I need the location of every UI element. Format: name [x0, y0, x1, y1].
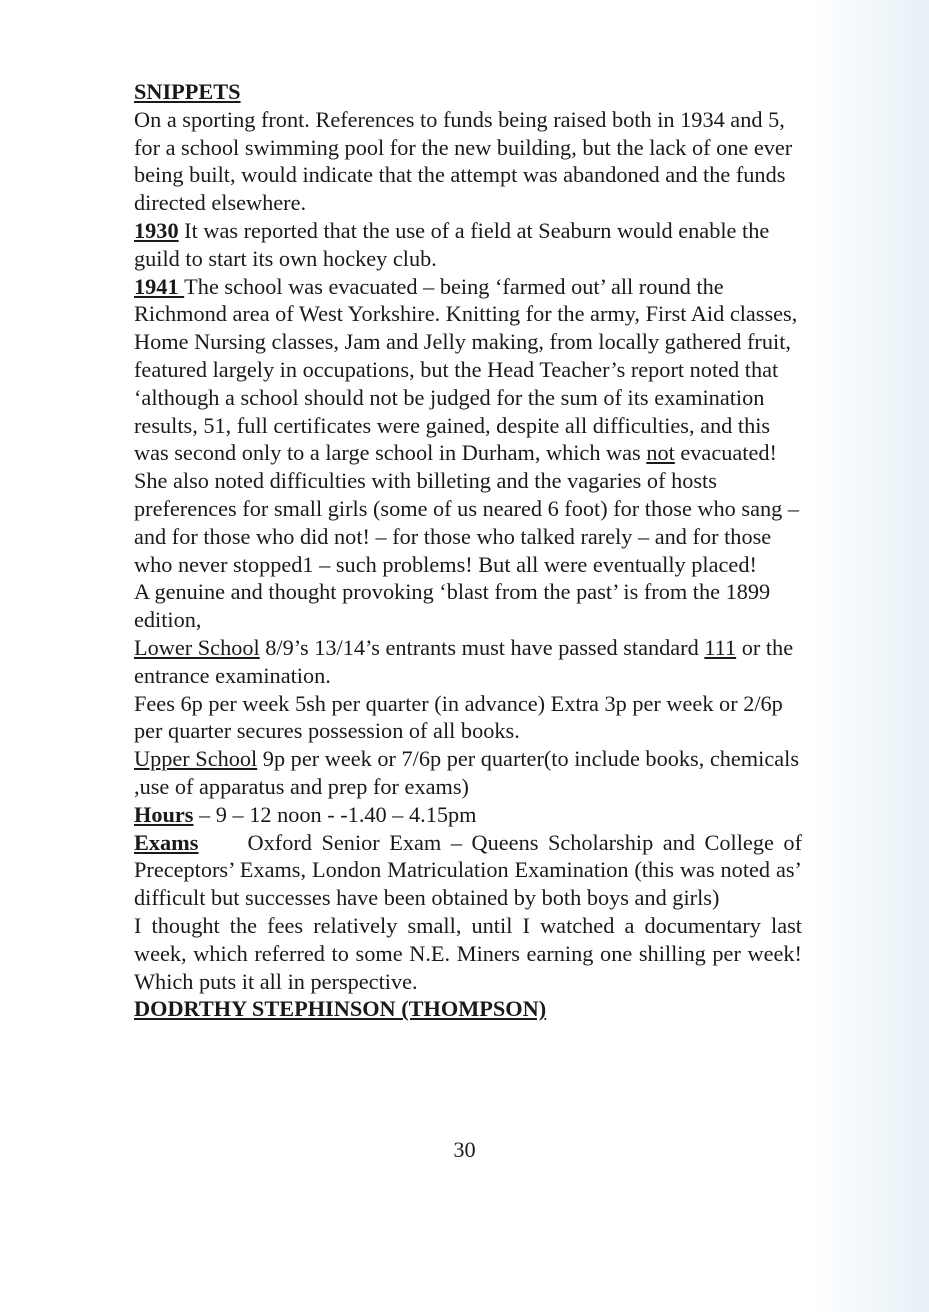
exams [134, 829, 802, 912]
entry-1941-underlined-word: not [646, 440, 675, 466]
entry-1930-text: It was reported that the use of a field at Seaburn would enable the guild to start its own hockey club. [134, 217, 770, 271]
author-signature: DODRTHY STEPHINSON (THOMPSON) [134, 996, 547, 1022]
closing-paragraph: I thought the fees relatively small, until I watched a documentary last week, which referred to some N.E. Miners earning one shilling per week! Which puts it all in perspective. [134, 912, 802, 994]
year-1941: 1941 [134, 273, 185, 299]
lower-school-text-before: 8/9’s 13/14’s entrants must have passed standard [259, 634, 705, 660]
entry-1941-text-after: evacuated! She also noted difficulties with billeting and the vagaries of hosts preferences for small girls (some of us neared 6 foot) for those who sang – and for those who did not! – for those who talked rarely – and for those who never stopped1 – such problems! But all were eventually placed! [134, 440, 799, 577]
entry-1941-text-before: The school was evacuated – being ‘farmed out’ all round the Richmond area of West Yorkshire. Knitting for the army, First Aid classes, Home Nursing classes, Jam and Jelly making, from locally gathered fruit, featured largely in occupations, but the Head Teacher’s report noted that ‘although a school should not be judged for the sum of its examination results, 51, full certificates were gained, despite all difficulties, and this was second only to a large school in Durham, which was [134, 273, 798, 466]
year-1930: 1930 [134, 217, 179, 243]
exams-text: Oxford Senior Exam – Queens Scholarship and College of Preceptors’ Exams, London Matriculation Examination (this was noted as’ difficult but successes have been obtained by both boys and girls) [134, 829, 802, 911]
lower-school-standard: 111 [704, 634, 737, 660]
entry-1941 [134, 273, 802, 579]
lower-school [134, 634, 802, 690]
lower-school-text-after: or the entrance examination. [134, 634, 794, 688]
upper-school [134, 745, 802, 801]
entry-1930 [134, 217, 802, 273]
page-edge-tint [809, 0, 929, 1312]
hours-label: Hours [134, 801, 194, 827]
upper-school-text: 9p per week or 7/6p per quarter(to include books, chemicals ,use of apparatus and prep for exams) [134, 746, 799, 799]
lower-school-label: Lower School [134, 634, 260, 660]
section-heading: SNIPPETS [134, 79, 241, 104]
exams-label: Exams [134, 829, 199, 855]
document-body [134, 78, 802, 1023]
hours [134, 801, 802, 829]
intro-paragraph: On a sporting front. References to funds being raised both in 1934 and 5, for a school swimming pool for the new building, but the lack of one ever being built, would indicate that the attempt was abandoned and the funds directed elsewhere. [134, 106, 793, 216]
fees-paragraph: Fees 6p per week 5sh per quarter (in advance) Extra 3p per week or 2/6p per quarter secures possession of all books. [134, 690, 783, 744]
hours-text: – 9 – 12 noon - -1.40 – 4.15pm [193, 801, 477, 827]
page-number: 30 [453, 1137, 476, 1162]
upper-school-label: Upper School [134, 746, 258, 772]
blast-intro: A genuine and thought provoking ‘blast from the past’ is from the 1899 edition, [134, 579, 771, 633]
